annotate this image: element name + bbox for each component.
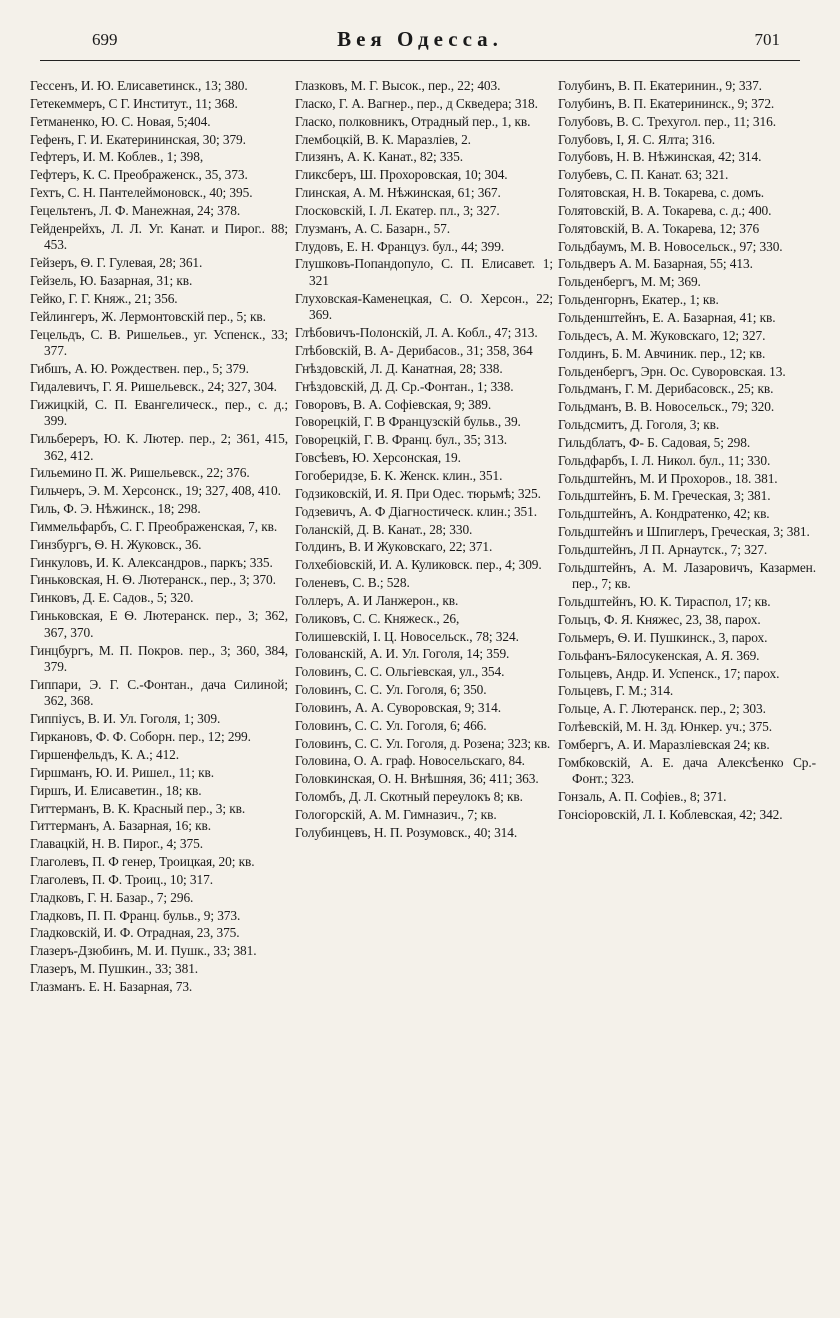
directory-entry: Головина, О. А. граф. Новосельскаго, 84.	[295, 753, 525, 769]
directory-entry: Голдинъ, Б. М. Авчиник. пер., 12; кв.	[558, 345, 766, 361]
directory-entry: Головинъ, С. С. Ул. Гоголя, 6; 350.	[295, 682, 487, 698]
directory-entry: Гибшъ, А. Ю. Рождествен. пер., 5; 379.	[30, 360, 249, 376]
directory-entry: Гиппари, Э. Г. С.-Фонтан., дача Силиной; 362, 368.	[30, 676, 288, 709]
directory-entry: Глудовъ, Е. Н. Француз. бул., 44; 399.	[295, 238, 505, 254]
directory-entry: Гольдштейнъ, Л П. Арнаутск., 7; 327.	[558, 541, 768, 557]
directory-entry: Глаголевъ, П. Ф. Троиц., 10; 317.	[30, 871, 213, 887]
directory-entry: Гольдштейнъ, М. И Прохоров., 18. 381.	[558, 470, 778, 486]
directory-entry: Гецельдъ, С. В. Ришельев., уг. Успенск., 33; 377.	[30, 326, 288, 359]
directory-entry: Головинъ, С. С. Ул. Гоголя, 6; 466.	[295, 717, 487, 733]
directory-entry: Головинъ, А. А. Суворовская, 9; 314.	[295, 699, 501, 715]
directory-entry: Гладковъ, П. П. Франц. бульв., 9; 373.	[30, 907, 241, 923]
directory-entry: Гольденбергъ, М. М; 369.	[558, 274, 701, 290]
column-1	[30, 78, 288, 997]
directory-entry: Голеневъ, С. В.; 528.	[295, 575, 410, 591]
directory-entry: Гольце, А. Г. Лютеранск. пер., 2; 303.	[558, 701, 766, 717]
directory-entry: Гинковъ, Д. Е. Садов., 5; 320.	[30, 590, 194, 606]
directory-entry: Гиршъ, И. Елисаветин., 18; кв.	[30, 782, 202, 798]
directory-entry: Гольдштейнъ, Б. М. Греческая, 3; 381.	[558, 488, 771, 504]
directory-entry: Головинъ, С. С. Ольгіевская, ул., 354.	[295, 664, 505, 680]
directory-entry: Гейзель, Ю. Базарная, 31; кв.	[30, 272, 193, 288]
directory-entry: Годзиковскій, И. Я. При Одес. тюрьмѣ; 325.	[295, 485, 541, 501]
directory-entry: Говсѣевъ, Ю. Херсонская, 19.	[295, 450, 461, 466]
directory-entry: Гомбергъ, А. И. Маразліевская 24; кв.	[558, 736, 770, 752]
directory-entry: Гидалевичъ, Г. Я. Ришельевск., 24; 327, 304.	[30, 378, 277, 394]
directory-entry: Гольдштейнъ, Ю. К. Тираспол, 17; кв.	[558, 594, 771, 610]
directory-entry: Гецельтенъ, Л. Ф. Манежная, 24; 378.	[30, 202, 241, 218]
directory-entry: Голиковъ, С. С. Княжеск., 26,	[295, 610, 460, 626]
directory-entry: Глушковъ-Попандопуло, С. П. Елисавет. 1; 321	[295, 256, 553, 288]
directory-entry: Голятовскій, В. А. Токарева, с. д.; 400.	[558, 202, 772, 218]
directory-entry: Голубовъ, Н. В. Нѣжинская, 42; 314.	[558, 149, 762, 165]
directory-entry: Гомбковскій, А. Е. дача Алексѣенко Ср.-Фонт.; 323.	[558, 754, 816, 787]
directory-entry: Гиршманъ, Ю. И. Ришел., 11; кв.	[30, 764, 214, 780]
directory-entry: Гольдсмитъ, Д. Гоголя, 3; кв.	[558, 417, 720, 433]
directory-entry: Глинская, А. М. Нѣжинская, 61; 367.	[295, 185, 501, 201]
directory-entry: Гогоберидзе, Б. К. Женск. клин., 351.	[295, 467, 503, 483]
directory-entry: Гильемино П. Ж. Ришельевск., 22; 376.	[30, 465, 250, 481]
directory-entry: Гольдманъ, Г. М. Дерибасовск., 25; кв.	[558, 381, 774, 397]
column-2	[295, 78, 553, 843]
directory-entry: Гласко, Г. А. Вагнер., пер., д Скведера; 318.	[295, 95, 538, 111]
directory-entry: Гонсіоровскій, Л. І. Коблевская, 42; 342.	[558, 807, 783, 822]
directory-entry: Глѣбовскій, В. А- Дерибасов., 31; 358, 364	[295, 343, 533, 359]
directory-entry: Гольдбаумъ, М. В. Новосельск., 97; 330.	[558, 238, 783, 254]
directory-entry: Гольденгорнъ, Екатер., 1; кв.	[558, 292, 719, 308]
directory-entry: Гефтеръ, И. М. Коблев., 1; 398,	[30, 149, 204, 165]
directory-entry: Гиттерманъ, А. Базарная, 16; кв.	[30, 818, 211, 834]
directory-entry: Гефтеръ, К. С. Преображенск., 35, 373.	[30, 167, 248, 183]
directory-entry: Голятовская, Н. В. Токарева, с. домъ.	[558, 185, 765, 201]
directory-entry: Гольдесъ, А. М. Жуковскаго, 12; 327.	[558, 327, 766, 343]
directory-entry: Гиньковская, Н. Ѳ. Лютеранск., пер., 3; 370.	[30, 572, 276, 588]
directory-entry: Глосковскій, І. Л. Екатер. пл., 3; 327.	[295, 202, 500, 218]
directory-entry: Голубовъ, І, Я. С. Ялта; 316.	[558, 131, 715, 147]
left-page-number: 699	[92, 30, 118, 49]
directory-entry: Гильдблатъ, Ф- Б. Садовая, 5; 298.	[558, 434, 751, 450]
directory-entry: Гнѣздовскій, Д. Д. Ср.-Фонтан., 1; 338.	[295, 378, 514, 394]
directory-entry: Гольденбергъ, Эрн. Ос. Суворовская. 13.	[558, 363, 786, 379]
directory-entry: Гольцъ, Ф. Я. Княжес, 23, 38, парох.	[558, 612, 761, 628]
directory-entry: Гетманенко, Ю. С. Новая, 5;404.	[30, 113, 211, 129]
directory-entry: Гладковскій, И. Ф. Отрадная, 23, 375.	[30, 925, 240, 941]
directory-entry: Гольдштейнъ, А. М. Лазаровичъ, Казармен. пер., 7; кв.	[558, 559, 816, 592]
directory-entry: Глазеръ, М. Пушкин., 33; 381.	[30, 961, 199, 977]
directory-entry: Гологорскій, А. М. Гимназич., 7; кв.	[295, 807, 497, 822]
directory-entry: Гнѣздовскій, Л. Д. Канатная, 28; 338.	[295, 360, 503, 376]
directory-entry: Глазеръ-Дзюбинъ, М. И. Пушк., 33; 381.	[30, 943, 257, 959]
directory-entry: Гольдверъ А. М. Базарная, 55; 413.	[558, 256, 753, 272]
directory-entry: Говорецкій, Г. В. Франц. бул., 35; 313.	[295, 432, 508, 448]
directory-entry: Голятовскій, В. А. Токарева, 12; 376	[558, 220, 760, 236]
directory-entry: Говорецкій, Г. В Французскій бульв., 39.	[295, 414, 521, 430]
directory-entry: Голубевъ, С. П. Канат. 63; 321.	[558, 167, 729, 183]
directory-entry: Гинцбургъ, М. П. Покров. пер., 3; 360, 384, 379.	[30, 642, 288, 675]
directory-entry: Годзевичъ, А. Ф Діагностическ. клин.; 351.	[295, 503, 537, 519]
directory-entry: Гиршенфельдъ, К. А.; 412.	[30, 746, 180, 762]
directory-entry: Гольденштейнъ, Е. А. Базарная, 41; кв.	[558, 309, 776, 325]
directory-entry: Гиттерманъ, В. К. Красный пер., 3; кв.	[30, 800, 246, 816]
directory-entry: Гессенъ, И. Ю. Елисаветинск., 13; 380.	[30, 78, 248, 93]
directory-entry: Глуховская-Каменецкая, С. О. Херсон., 22; 369.	[295, 290, 553, 323]
directory-entry: Гейлингеръ, Ж. Лермонтовскій пер., 5; кв.	[30, 308, 266, 324]
directory-entry: Головкинская, О. Н. Внѣшняя, 36; 411; 363.	[295, 771, 539, 787]
directory-entry: Глазковъ, М. Г. Высок., пер., 22; 403.	[295, 78, 501, 93]
directory-entry: Гольдштейнъ и Шпиглеръ, Греческая, 3; 381.	[558, 524, 810, 540]
directory-entry: Глаголевъ, П. Ф генер, Троицкая, 20; кв.	[30, 854, 255, 870]
directory-entry: Гефенъ, Г. И. Екатерининская, 30; 379.	[30, 131, 246, 147]
directory-entry: Главацкій, Н. В. Пирог., 4; 375.	[30, 836, 203, 852]
directory-entry: Голованскій, А. И. Ул. Гоголя, 14; 359.	[295, 646, 510, 662]
directory-entry: Гиппіусъ, В. И. Ул. Гоголя, 1; 309.	[30, 711, 221, 727]
page-header	[40, 27, 800, 61]
directory-entry: Голомбъ, Д. Л. Скотный переулокъ 8; кв.	[295, 789, 523, 805]
directory-entry: Глизянъ, А. К. Канат., 82; 335.	[295, 149, 463, 165]
directory-entry: Голлеръ, А. И Ланжерон., кв.	[295, 592, 459, 608]
directory-entry: Головинъ, С. С. Ул. Гоголя, д. Розена; 323; кв.	[295, 735, 551, 751]
directory-entry: Голишевскій, І. Ц. Новосельск., 78; 324.	[295, 628, 519, 644]
right-page-number: 701	[754, 30, 780, 49]
directory-entry: Глембоцкій, В. К. Маразліев, 2.	[295, 131, 471, 147]
directory-entry: Голдинъ, В. И Жуковскаго, 22; 371.	[295, 539, 493, 555]
directory-entry: Гольфанъ-Бялосукенская, А. Я. 369.	[558, 647, 760, 663]
directory-entry: Голѣевскій, М. Н. Зд. Юнкер. уч.; 375.	[558, 719, 773, 735]
directory-entry: Гольдфарбъ, І. Л. Никол. бул., 11; 330.	[558, 452, 771, 468]
directory-entry: Глазманъ. Е. Н. Базарная, 73.	[30, 978, 193, 994]
directory-entry: Гиньковская, Е Ѳ. Лютеранск. пер., 3; 362, 367, 370.	[30, 608, 288, 640]
directory-entry: Гольдштейнъ, А. Кондратенко, 42; кв.	[558, 506, 770, 522]
page-title: Вея Одесса.	[337, 27, 503, 51]
directory-entry: Гильбереръ, Ю. К. Лютер. пер., 2; 361, 415, 362, 412.	[30, 430, 288, 463]
directory-entry: Глузманъ, А. С. Базарн., 57.	[295, 220, 451, 236]
directory-entry: Гехтъ, С. Н. Пантелеймоновск., 40; 395.	[30, 185, 253, 201]
directory-entry: Гладковъ, Г. Н. Базар., 7; 296.	[30, 889, 194, 905]
directory-entry: Гейко, Г. Г. Княж., 21; 356.	[30, 290, 178, 306]
directory-entry: Гонзаль, А. П. Софіев., 8; 371.	[558, 789, 727, 805]
directory-entry: Гольмеръ, Ѳ. И. Пушкинск., 3, парох.	[558, 629, 768, 645]
directory-entry: Гейденрейхъ, Л. Л. Уг. Канат. и Пирог.. 88; 453.	[30, 220, 288, 253]
directory-entry: Гинкуловъ, И. К. Александров., паркъ; 335.	[30, 554, 273, 570]
directory-entry: Голубинъ, В. П. Екатерининск., 9; 372.	[558, 95, 775, 111]
directory-entry: Гликсберъ, Ш. Прохоровская, 10; 304.	[295, 167, 508, 183]
directory-entry: Гильчеръ, Э. М. Херсонск., 19; 327, 408, 410.	[30, 483, 281, 499]
directory-entry: Гетекеммеръ, С Г. Институт., 11; 368.	[30, 95, 238, 111]
directory-entry: Гольцевъ, Г. М.; 314.	[558, 683, 674, 699]
directory-entry: Голанскій, Д. В. Канат., 28; 330.	[295, 521, 473, 537]
directory-entry: Гижицкій, С. П. Евангелическ., пер., с. д.; 399.	[30, 396, 288, 429]
directory-entry: Гейзеръ, Ѳ. Г. Гулевая, 28; 361.	[30, 255, 203, 271]
directory-entry: Голубовъ, В. С. Трехугол. пер., 11; 316.	[558, 113, 776, 129]
column-3	[558, 78, 816, 825]
directory-entry: Гиль, Ф. Э. Нѣжинск., 18; 298.	[30, 501, 201, 517]
directory-entry: Голубинъ, В. П. Екатеринин., 9; 337.	[558, 78, 762, 93]
directory-entry: Говоровъ, В. А. Софіевская, 9; 389.	[295, 396, 492, 412]
directory-entry: Глѣбовичъ-Полонскій, Л. А. Кобл., 47; 313.	[295, 325, 538, 341]
directory-entry: Гласко, полковникъ, Отрадный пер., 1, кв.	[295, 113, 531, 129]
directory-entry: Гиркановъ, Ф. Ф. Соборн. пер., 12; 299.	[30, 729, 251, 745]
directory-entry: Голхебіовскій, И. А. Куликовск. пер., 4; 309.	[295, 557, 542, 573]
directory-entry: Гиммельфарбъ, С. Г. Преображенская, 7, кв.	[30, 518, 278, 534]
directory-entry: Гольцевъ, Андр. И. Успенск., 17; парох.	[558, 665, 780, 681]
directory-entry: Голубинцевъ, Н. П. Розумовск., 40; 314.	[295, 824, 518, 840]
directory-entry: Гольдманъ, В. В. Новосельск., 79; 320.	[558, 399, 775, 415]
directory-entry: Гинзбургъ, Ѳ. Н. Жуковск., 36.	[30, 536, 202, 552]
